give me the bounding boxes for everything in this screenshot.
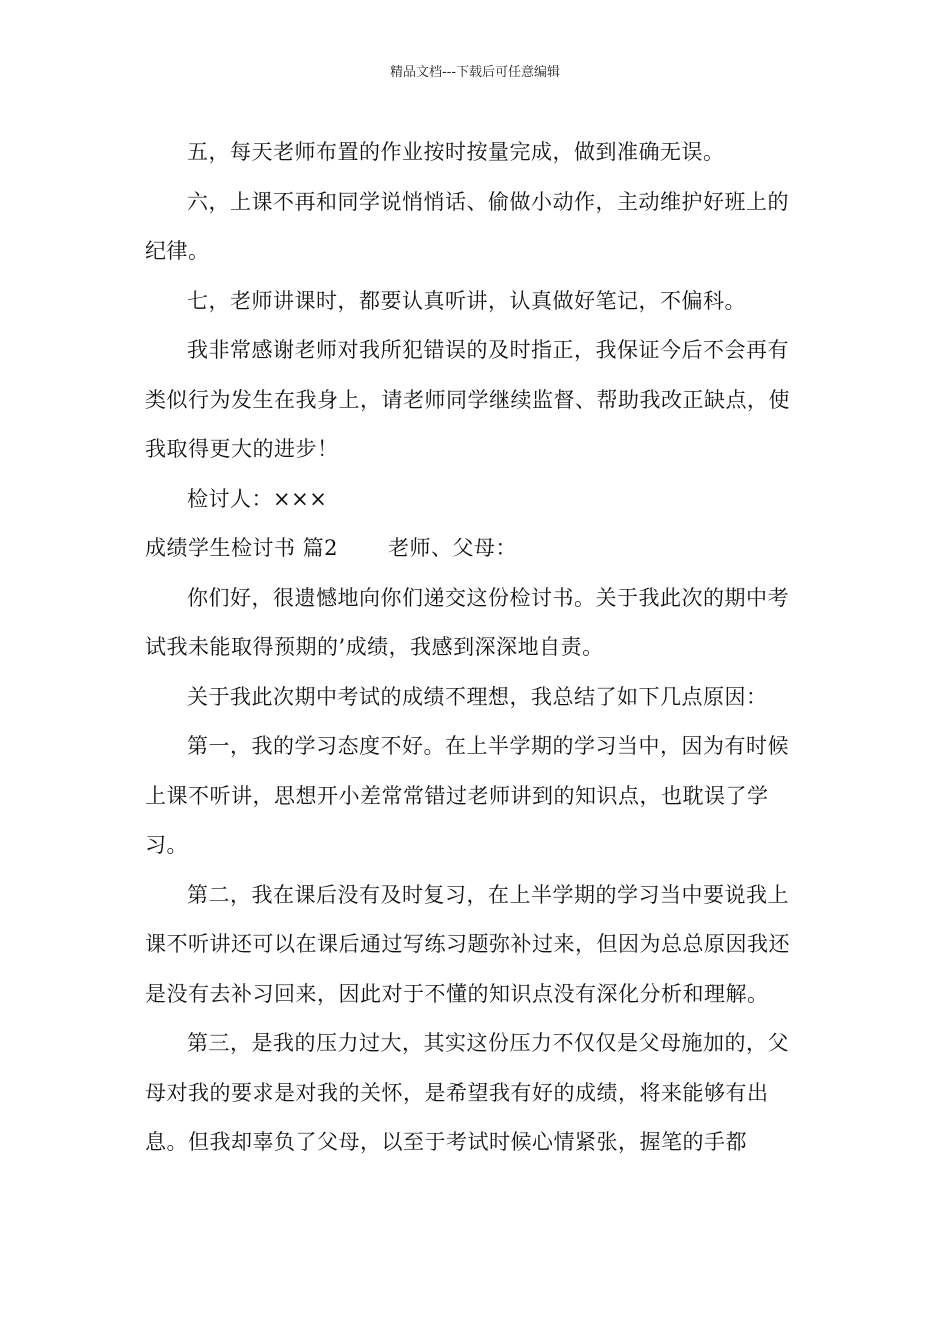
document-body bbox=[145, 128, 810, 1168]
paragraph-reason-1: 第一，我的学习态度不好。在上半学期的学习当中，因为有时候上课不听讲，思想开小差常常错过老师讲到的知识点，也耽误了学习。 bbox=[145, 734, 789, 857]
section-title: 成绩学生检讨书 篇2 bbox=[145, 536, 339, 560]
salutation: 老师、父母： bbox=[388, 536, 518, 560]
paragraph-reason-2: 第二，我在课后没有及时复习，在上半学期的学习当中要说我上课不听讲还可以在课后通过写练习题弥补过来，但因为总总原因我还是没有去补习回来，因此对于不懂的知识点没有深化分析和理解。 bbox=[145, 882, 790, 1006]
paragraph-item-6: 六，上课不再和同学说悄悄话、偷做小动作，主动维护好班上的纪律。 bbox=[145, 189, 789, 263]
paragraph-summary: 关于我此次期中考试的成绩不理想，我总结了如下几点原因： bbox=[187, 684, 768, 709]
paragraph-greeting: 你们好，很遗憾地向你们递交这份检讨书。关于我此次的期中考试我未能取得预期的’成绩，我感到深深地自责。 bbox=[145, 585, 789, 659]
page-header: 精品文档---下载后可任意编辑 bbox=[389, 65, 561, 80]
paragraph-item-5: 五，每天老师布置的作业按时按量完成，做到准确无误。 bbox=[187, 140, 725, 164]
paragraph-item-7: 七，老师讲课时，都要认真听讲，认真做好笔记，不偏科。 bbox=[187, 288, 746, 313]
paragraph-thanks: 我非常感谢老师对我所犯错误的及时指正，我保证今后不会再有类似行为发生在我身上，请老师同学继续监督、帮助我改正缺点，使我取得更大的进步！ bbox=[145, 338, 790, 461]
section-heading-line bbox=[145, 524, 810, 574]
paragraph-reason-3: 第三，是我的压力过大，其实这份压力不仅仅是父母施加的，父母对我的要求是对我的关怀，是希望我有好的成绩，将来能够有出息。但我却辜负了父母，以至于考试时候心情紧张，握笔的手都 bbox=[145, 1031, 789, 1154]
signature-line: 检讨人：××× bbox=[187, 486, 328, 511]
